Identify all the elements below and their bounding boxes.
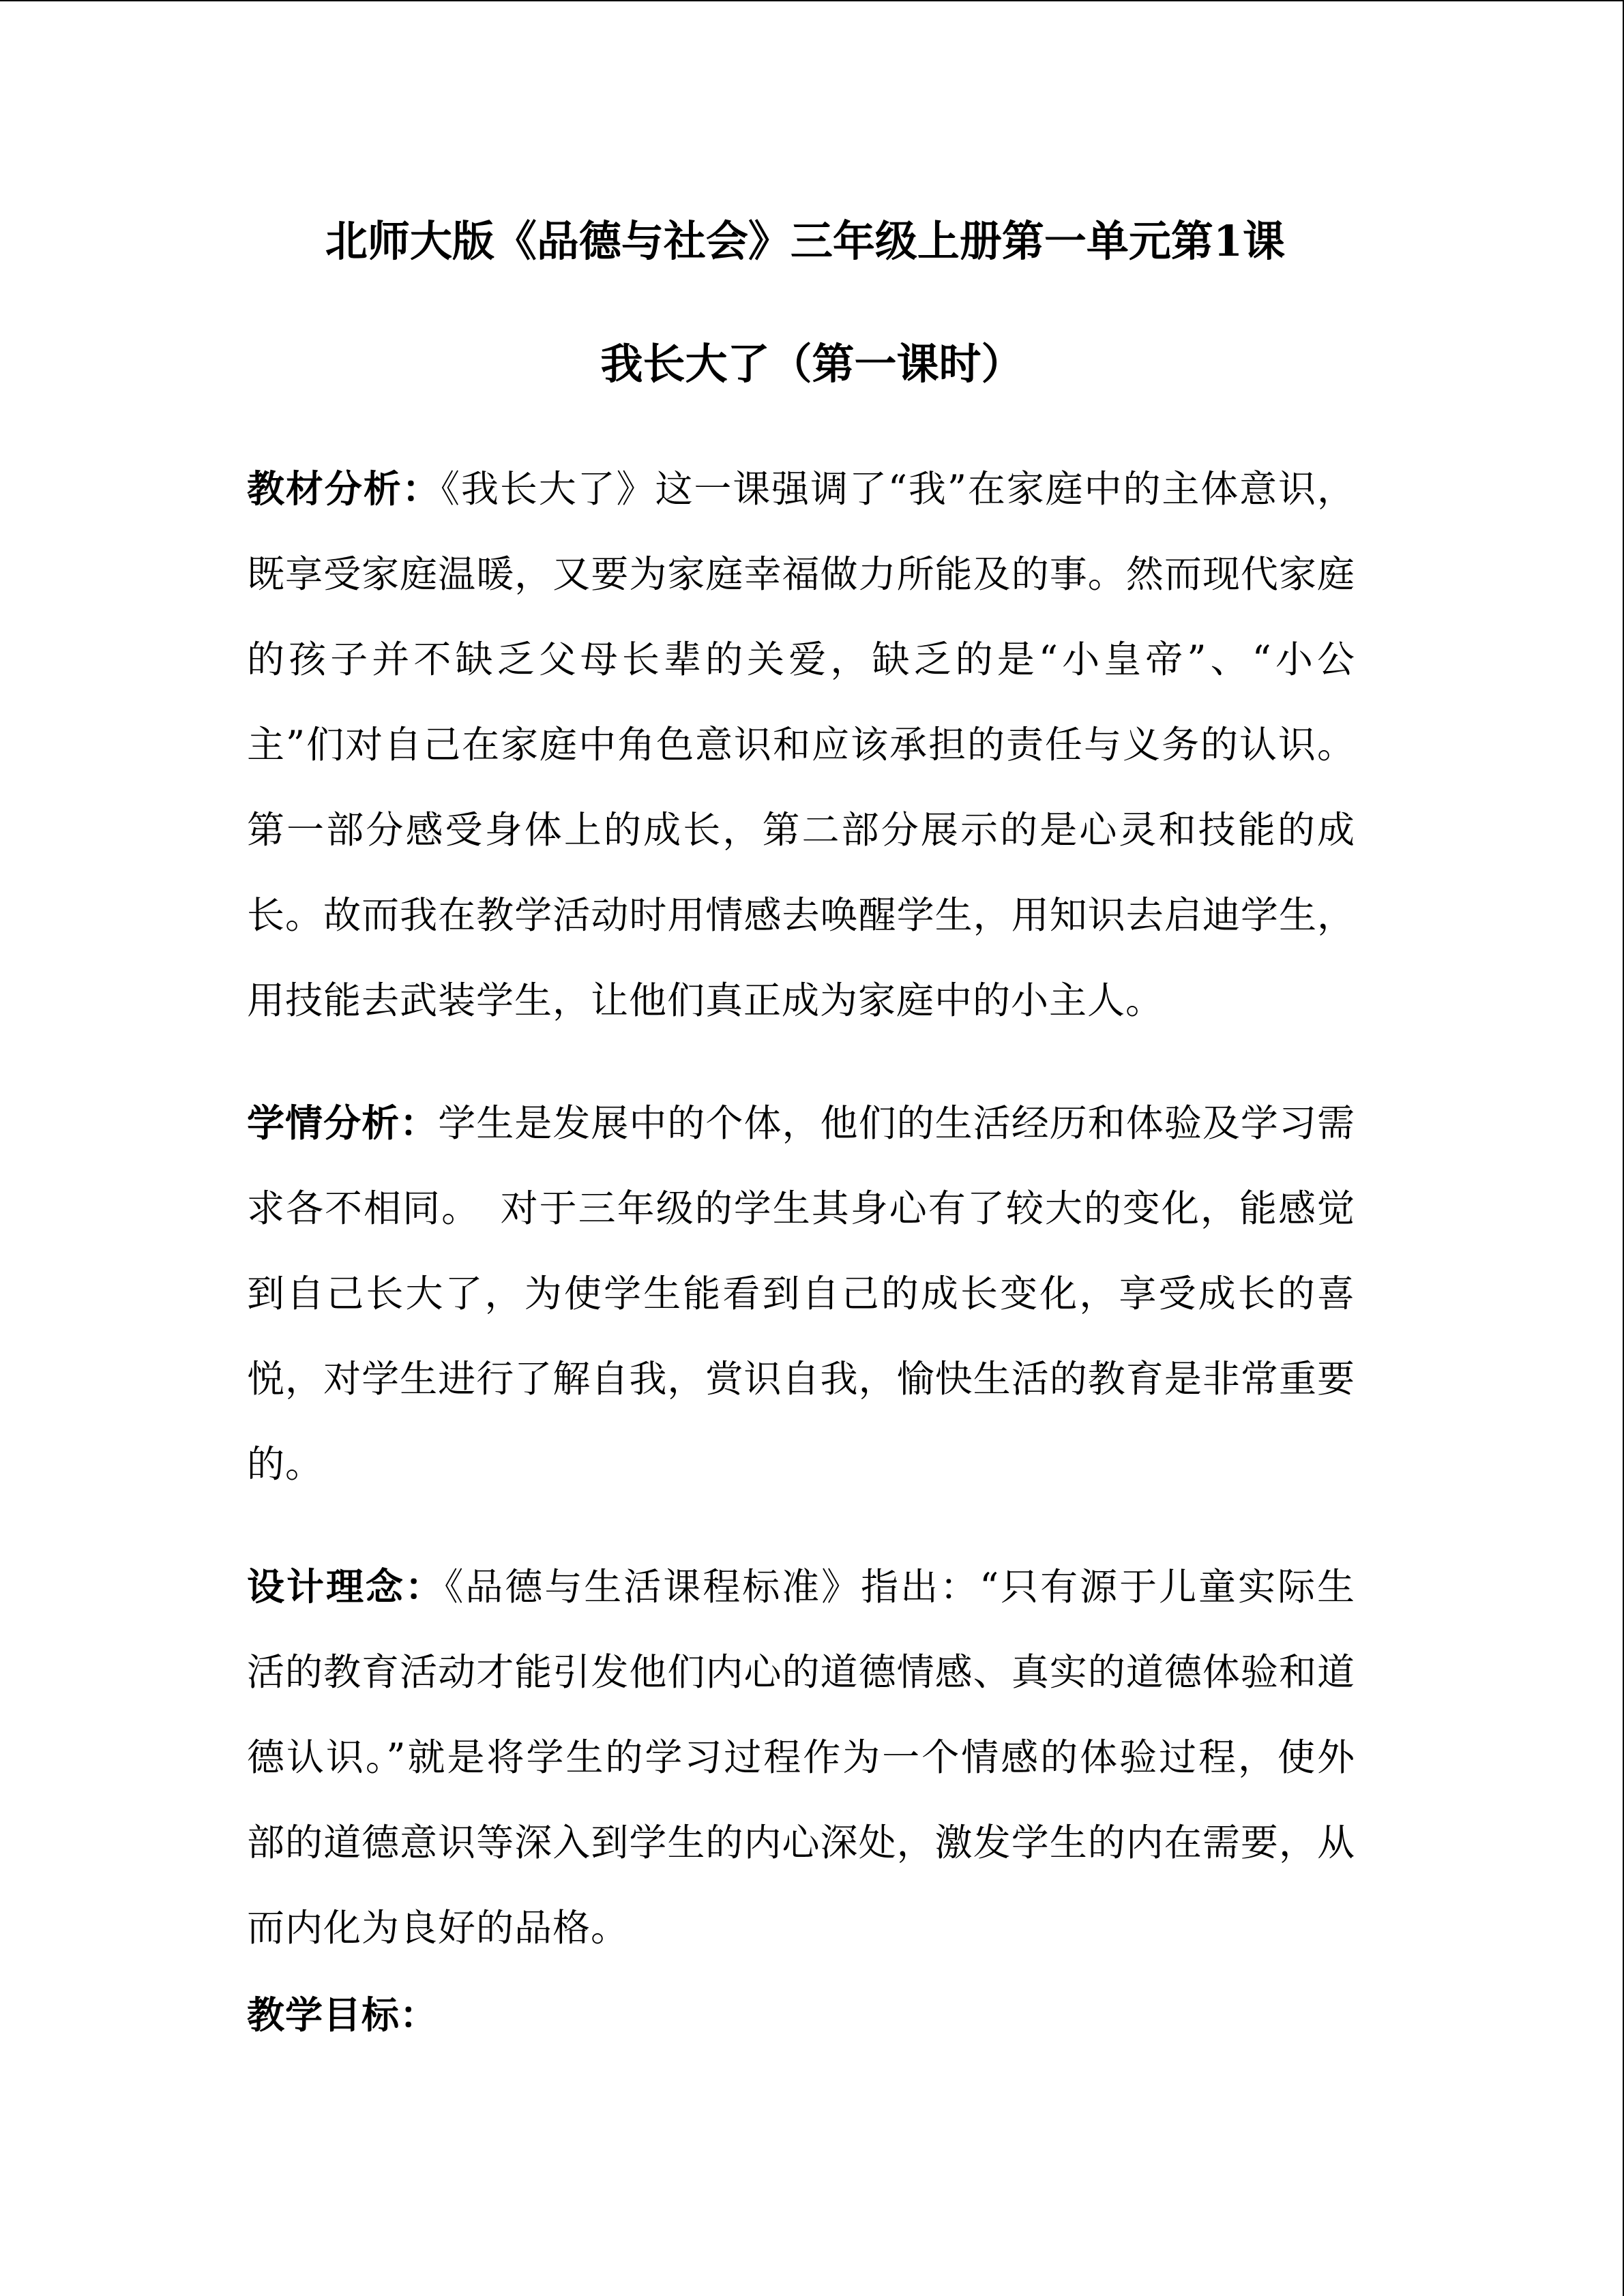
section-body: 《我长大了》这一课强调了“我”在家庭中的主体意识，既享受家庭温暖，又要为家庭幸福做力所能及的事。然而现代家庭的孩子并不缺乏父母长辈的关爱，缺乏的是“小皇帝”、“小公主”们对自己在家庭中角色意识和应该承担的责任与义务的认识。第一部分感受身体上的成长，第二部分展示的是心灵和技能的成长。故而我在教学活动时用情感去唤醒学生，用知识去启迪学生，用技能去武装学生，让他们真正成为家庭中的小主人。 — [247, 467, 1355, 1022]
section-teaching-goals — [247, 1972, 1355, 2058]
section-learner-analysis — [247, 1080, 1355, 1507]
section-design-concept — [247, 1544, 1355, 1971]
section-label: 教学目标： — [247, 1993, 439, 2037]
lesson-subtitle: 我长大了（第一课时） — [600, 339, 1024, 389]
section-textbook-analysis — [247, 446, 1355, 1043]
section-label: 学情分析： — [247, 1101, 439, 1145]
section-label: 设计理念： — [247, 1564, 445, 1609]
section-label: 教材分析： — [247, 466, 441, 511]
section-body: 《品德与生活课程标准》指出：“只有源于儿童实际生活的教育活动才能引发他们内心的道德情感、真实的道德体验和道德认识。”就是将学生的学习过程作为一个情感的体验过程，使外部的道德意识等深入到学生的内心深处，激发学生的内在需要，从而内化为良好的品格。 — [247, 1565, 1355, 1950]
document-title: 北师大版《品德与社会》三年级上册第一单元第1课 — [325, 216, 1286, 266]
section-body: 学生是发展中的个体，他们的生活经历和体验及学习需求各不相同。 对于三年级的学生其身心有了较大的变化，能感觉到自己长大了，为使学生能看到自己的成长变化，享受成长的喜悦，对学生进行了解自我，赏识自我，愉快生活的教育是非常重要的。 — [247, 1101, 1355, 1486]
